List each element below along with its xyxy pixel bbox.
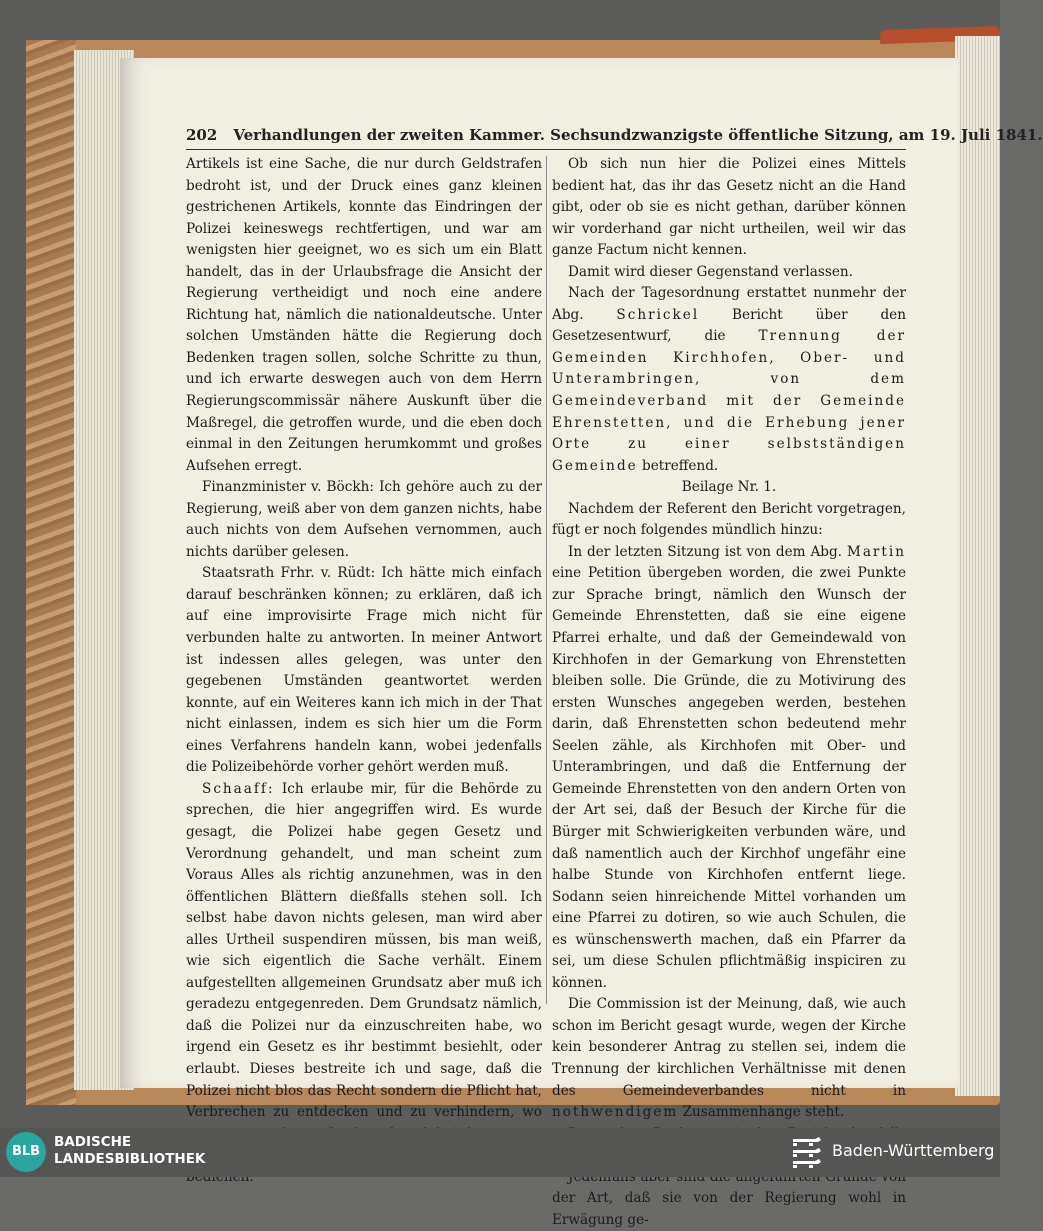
paragraph: In der letzten Sitzung ist von dem Abg. Martin eine Petition übergeben worden, die zwei Punkte zur Sprache bringt, nämlich den Wunsch der Gemeinde Ehrenstetten, daß sie eine eigene Pfarrei erhalte, und daß der Gemeindewald von Kirchhofen in der Gemarkung von Ehrenstetten bleiben solle. Die Gründe, die zu Motivirung des ersten Wunsches angegeben werden, bestehen darin, daß Ehrenstetten schon bedeutend mehr Seelen zähle, als Kirchhofen mit Ober- und Unterambringen, und daß die Entfernung der Gemeinde Ehrenstetten von den andern Orten von der Art sei, daß der Besuch der Kirche für die Bürger mit Schwierigkeiten verbunden wäre, und daß namentlich auch der Kirchhof ungefähr eine halbe Stunde von Kirchhofen entfernt liege. Sodann seien hinreichende Mittel vorhanden um eine Pfarrei zu dotiren, so wie auch Schulen, die es wünschenswerth machen, daß ein Pfarrer da sei, um diese Schulen pflichtmäßig inspiciren zu können.	[552, 543, 906, 991]
page-header	[186, 126, 1043, 144]
paragraph: Damit wird dieser Gegenstand verlassen.	[568, 263, 853, 280]
speaker: Schaaff:	[202, 780, 275, 797]
column-divider	[546, 156, 547, 1004]
paragraph: Artikels ist eine Sache, die nur durch Geldstrafen bedroht ist, und der Druck eines ganz kleinen gestrichenen Artikels, konnte das Eindringen der Polizei keineswegs rechtfertigen, und war am wenigsten hier geeignet, wo es sich um ein Blatt handelt, das in der Urlaubsfrage die Ansicht der Regierung vertheidigt und noch eine andere Richtung hat, nämlich die nationaldeutsche. Unter solchen Umständen hätte die Regierung doch Bedenken tragen sollen, solche Schritte zu thun, und ich erwarte deswegen auch von dem Herrn Regierungscommissär nähere Auskunft über die Maßregel, die getroffen wurde, und die eben doch einmal in den Zeitungen herumkommt und großes Aufsehen erregt.	[186, 156, 542, 474]
state-name[interactable]: Baden-Württemberg	[832, 1141, 995, 1160]
running-title: Verhandlungen der zweiten Kammer. Sechsundzwanzigste öffentliche Sitzung, am 19. Juli 1841.	[233, 126, 1043, 144]
paragraph: Nachdem der Referent den Bericht vorgetragen, fügt er noch folgendes mündlich hinzu:	[552, 500, 906, 539]
paragraph: Nach der Tagesordnung erstattet nunmehr der Abg. Schrickel Bericht über den Gesetzesentwurf, die Trennung der Gemeinden Kirchhofen, Ober- und Unterambringen, von dem Gemeindeverband mit der Gemeinde Ehrenstetten, und die Erhebung jener Orte zu einer selbstständigen Gemeinde betreffend.	[552, 285, 907, 474]
paragraph: Schaaff: Ich erlaube mir, für die Behörde zu sprechen, die hier angegriffen wird. Es wurde gesagt, die Polizei habe gegen Gesetz und Verordnung gehandelt, und man scheint zum Voraus Alles als richtig anzunehmen, was in den öffentlichen Blättern dießfalls stehen soll. Ich selbst habe davon nichts gelesen, man wird aber alles Urtheil suspendiren müssen, bis man weiß, wie sich eigentlich die Sache verhält. Einem aufgestellten allgemeinen Grundsatz aber muß ich geradezu entgegenreden. Dem Grundsatz nämlich, daß die Polizei nur da einzuschreiten habe, wo irgend ein Gesetz es ihr bestimmt besiehlt, oder erlaubt. Dieses bestreite ich und sage, daß die Polizei nicht blos das Recht sondern die Pflicht hat, Verbrechen zu entdecken und zu verhindern, wo	[186, 780, 542, 1121]
paragraph: Staatsrath Frhr. v. Rüdt: Ich hätte mich einfach darauf beschränken können; zu erklären, daß ich auf eine improvisirte Frage mich nicht für verbunden halte zu antworten. In meiner Antwort ist indessen alles gelegen, was unter den gegebenen Umständen geantwortet werden konnte, auf ein Weiteres kann ich mich in der That nicht einlassen, indem es sich hier um die Form eines Verfahrens handeln kann, wobei jedenfalls die Polizeibehörde vorher gehört werden muß.	[186, 565, 543, 776]
library-name[interactable]	[54, 1134, 205, 1168]
page-number: 202	[186, 126, 218, 144]
page-edges-right	[955, 36, 1000, 1096]
paragraph: Ob sich nun hier die Polizei eines Mittels bedient hat, das ihr das Gesetz nicht an die Hand gibt, oder ob sie es nicht gethan, darüber können wir vorderhand gar nicht urtheilen, weil wir das ganze Factum nicht kennen.	[552, 156, 906, 259]
paragraph: Die Commission ist der Meinung, daß, wie auch schon im Bericht gesagt wurde, wegen der Kirche kein besonderer Antrag zu stellen sei, indem die Trennung der kirchlichen Verhältnisse mit denen des Gemeindeverbandes nicht in nothwendigem Zusammenhange steht.	[552, 996, 906, 1121]
left-column	[186, 154, 542, 1188]
library-name-line1: BADISCHE	[54, 1134, 132, 1150]
blb-logo[interactable]: BLB	[6, 1132, 46, 1172]
three-lions-icon	[790, 1135, 824, 1171]
speaker: Finanzminister v. Böckh:	[202, 479, 374, 496]
supplement-heading: Beilage Nr. 1.	[681, 479, 777, 496]
library-name-line2: LANDESBIBLIOTHEK	[54, 1151, 206, 1167]
right-column	[552, 154, 906, 1231]
paragraph: Finanzminister v. Böckh: Ich gehöre auch zu der Regierung, weiß aber von dem ganzen nichts, habe auch nichts von dem Aufsehen vernommen, auch nichts darüber gelesen.	[186, 479, 542, 560]
paragraph: der Art, daß sie von der Regierung wohl in Erwägung ge-	[552, 1190, 906, 1228]
speaker: Staatsrath Frhr. v. Rüdt:	[202, 565, 376, 582]
header-rule	[186, 149, 906, 150]
